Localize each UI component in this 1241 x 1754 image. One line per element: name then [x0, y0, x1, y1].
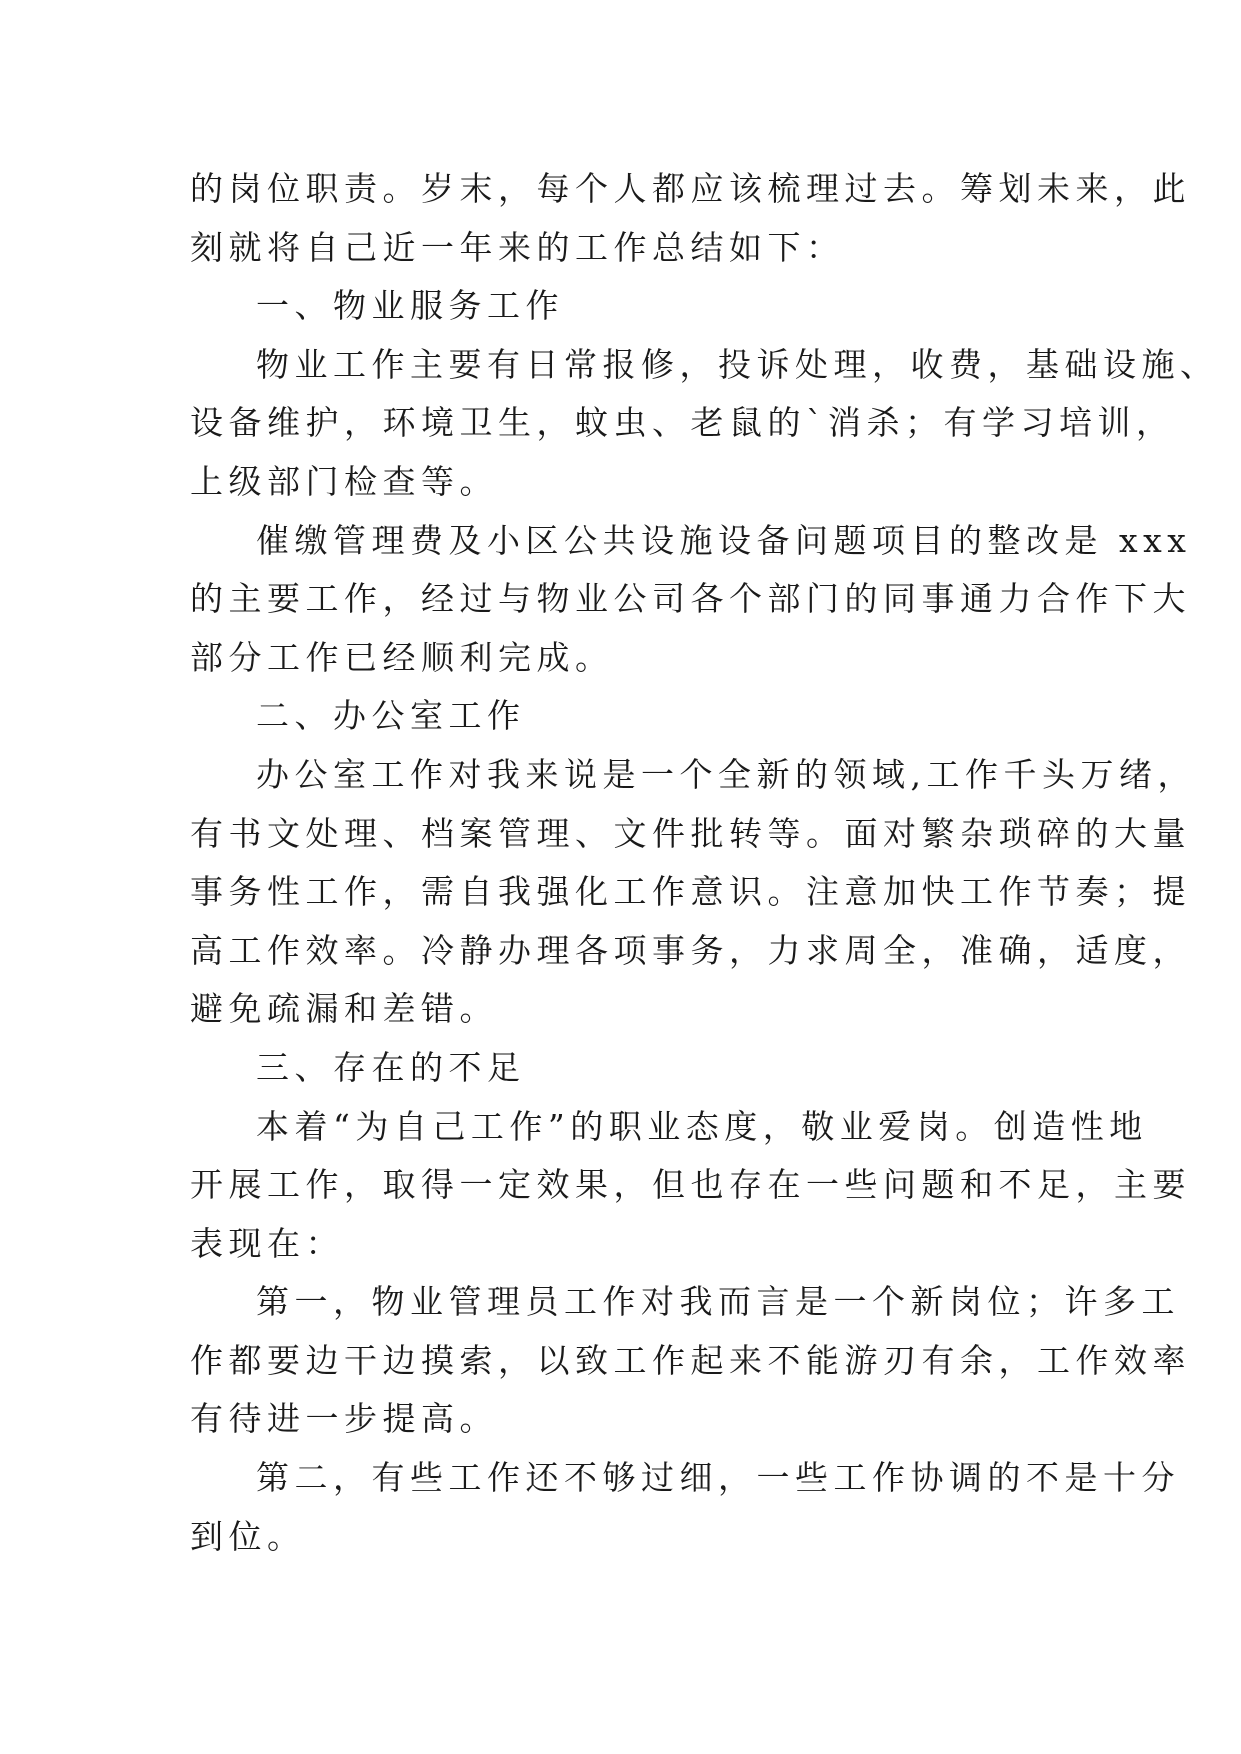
text-line: 有书文处理、档案管理、文件批转等。面对繁杂琐碎的大量	[190, 813, 1191, 853]
text-line: 作都要边干边摸索，以致工作起来不能游刃有余，工作效率	[190, 1340, 1191, 1380]
section-heading: 一、物业服务工作	[256, 286, 564, 326]
text-line: 的主要工作，经过与物业公司各个部门的同事通力合作下大	[190, 579, 1191, 619]
text-line: 本着“为自己工作”的职业态度，敬业爱岗。创造性地	[256, 1106, 1148, 1146]
text-line: 的岗位职责。岁末，每个人都应该梳理过去。筹划未来，此	[190, 169, 1191, 208]
text-line: 第二，有些工作还不够过细，一些工作协调的不是十分	[256, 1458, 1180, 1498]
section-heading: 三、存在的不足	[256, 1047, 526, 1087]
text-line: 刻就将自己近一年来的工作总结如下：	[190, 227, 845, 267]
text-line: 表现在：	[190, 1223, 344, 1263]
text-line: 第一，物业管理员工作对我而言是一个新岗位；许多工	[256, 1282, 1180, 1322]
text-line: 高工作效率。冷静办理各项事务，力求周全，准确，适度，	[190, 930, 1191, 970]
text-line: 催缴管理费及小区公共设施设备问题项目的整改是 xxx	[256, 520, 1192, 560]
text-line: 设备维护，环境卫生，蚊虫、老鼠的`消杀；有学习培训，	[190, 403, 1175, 443]
text-line: 事务性工作，需自我强化工作意识。注意加快工作节奏；提	[190, 872, 1191, 912]
section-heading: 二、办公室工作	[256, 696, 526, 736]
text-line: 到位。	[190, 1516, 306, 1556]
text-line: 开展工作，取得一定效果，但也存在一些问题和不足，主要	[190, 1165, 1191, 1205]
text-line: 物业工作主要有日常报修，投诉处理，收费，基础设施、	[256, 344, 1219, 384]
text-line: 有待进一步提高。	[190, 1399, 498, 1439]
text-line: 上级部门检查等。	[190, 461, 498, 501]
document-body	[190, 160, 1219, 1566]
text-line: 办公室工作对我来说是一个全新的领域,工作千头万绪，	[256, 754, 1196, 794]
text-line: 避免疏漏和差错。	[190, 989, 498, 1029]
text-line: 部分工作已经顺利完成。	[190, 637, 614, 677]
